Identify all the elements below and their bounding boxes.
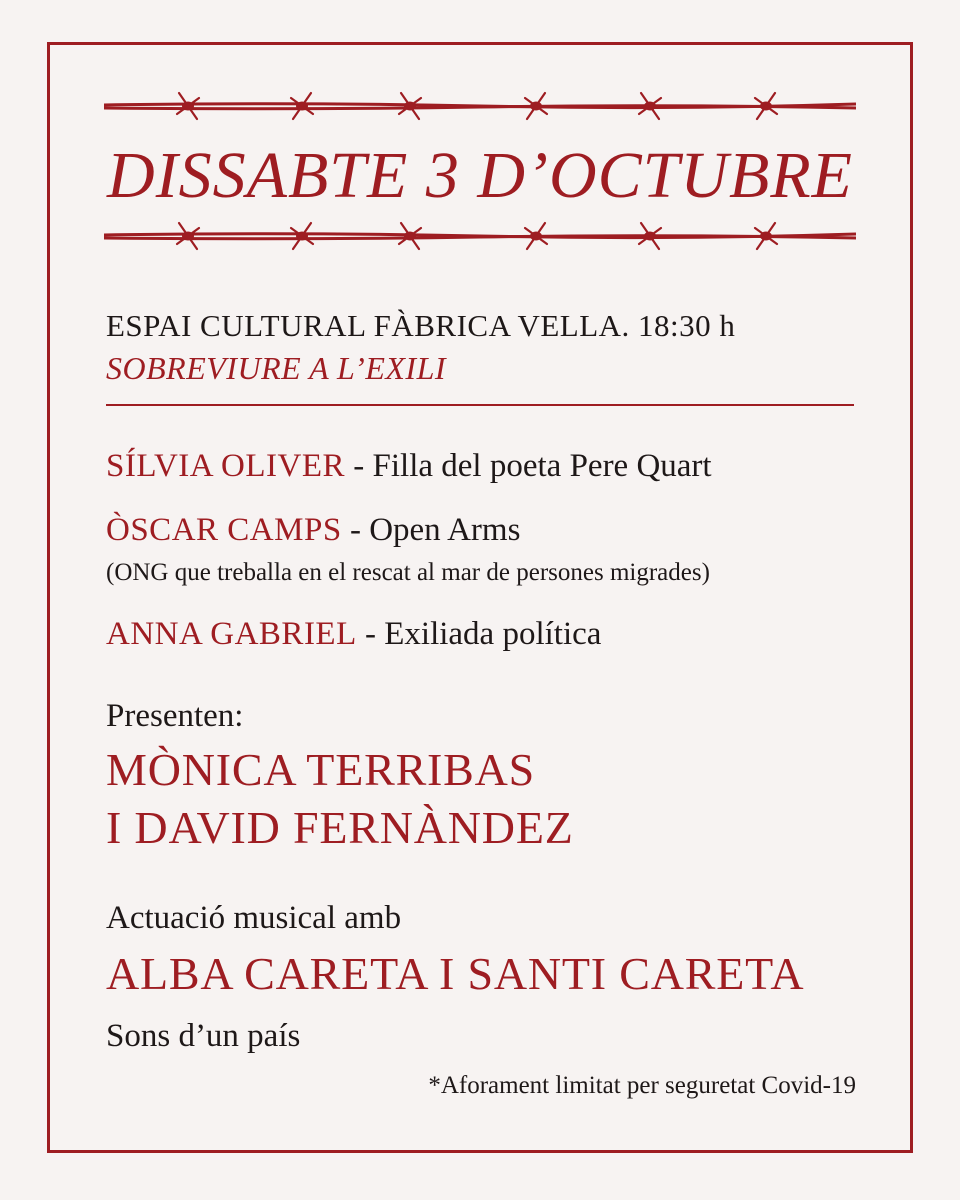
speaker-item [106,508,520,552]
speaker-separator: - [356,616,385,652]
music-artists: ALBA CARETA I SANTI CARETA [106,948,805,999]
presenter-name: I DAVID FERNÀNDEZ [106,802,574,853]
event-venue: ESPAI CULTURAL FÀBRICA VELLA. 18:30 h [106,308,736,343]
barbed-wire-icon [104,216,856,256]
barbed-wire-icon [104,86,856,126]
event-title: SOBREVIURE A L’EXILI [106,350,447,386]
music-label: Actuació musical amb [106,900,402,936]
divider [106,404,854,406]
presenters-label: Presenten: [106,698,244,734]
capacity-footnote: *Aforament limitat per seguretat Covid-19 [428,1072,856,1099]
speaker-name: ANNA GABRIEL [106,616,357,652]
speaker-role: Open Arms [369,512,521,548]
speaker-separator: - [345,448,373,484]
speaker-note: (ONG que treballa en el rescat al mar de persones migrades) [106,559,710,586]
event-date: DISSABTE 3 D’OCTUBRE [107,139,853,212]
speaker-item [106,612,601,656]
presenter-name: MÒNICA TERRIBAS [106,744,536,795]
music-subtitle: Sons d’un país [106,1018,301,1054]
speaker-item [106,444,712,488]
speaker-separator: - [341,512,370,548]
speaker-role: Filla del poeta Pere Quart [372,448,712,484]
speaker-name: SÍLVIA OLIVER [106,448,346,484]
speaker-name: ÒSCAR CAMPS [106,512,342,548]
speaker-role: Exiliada política [384,616,602,652]
